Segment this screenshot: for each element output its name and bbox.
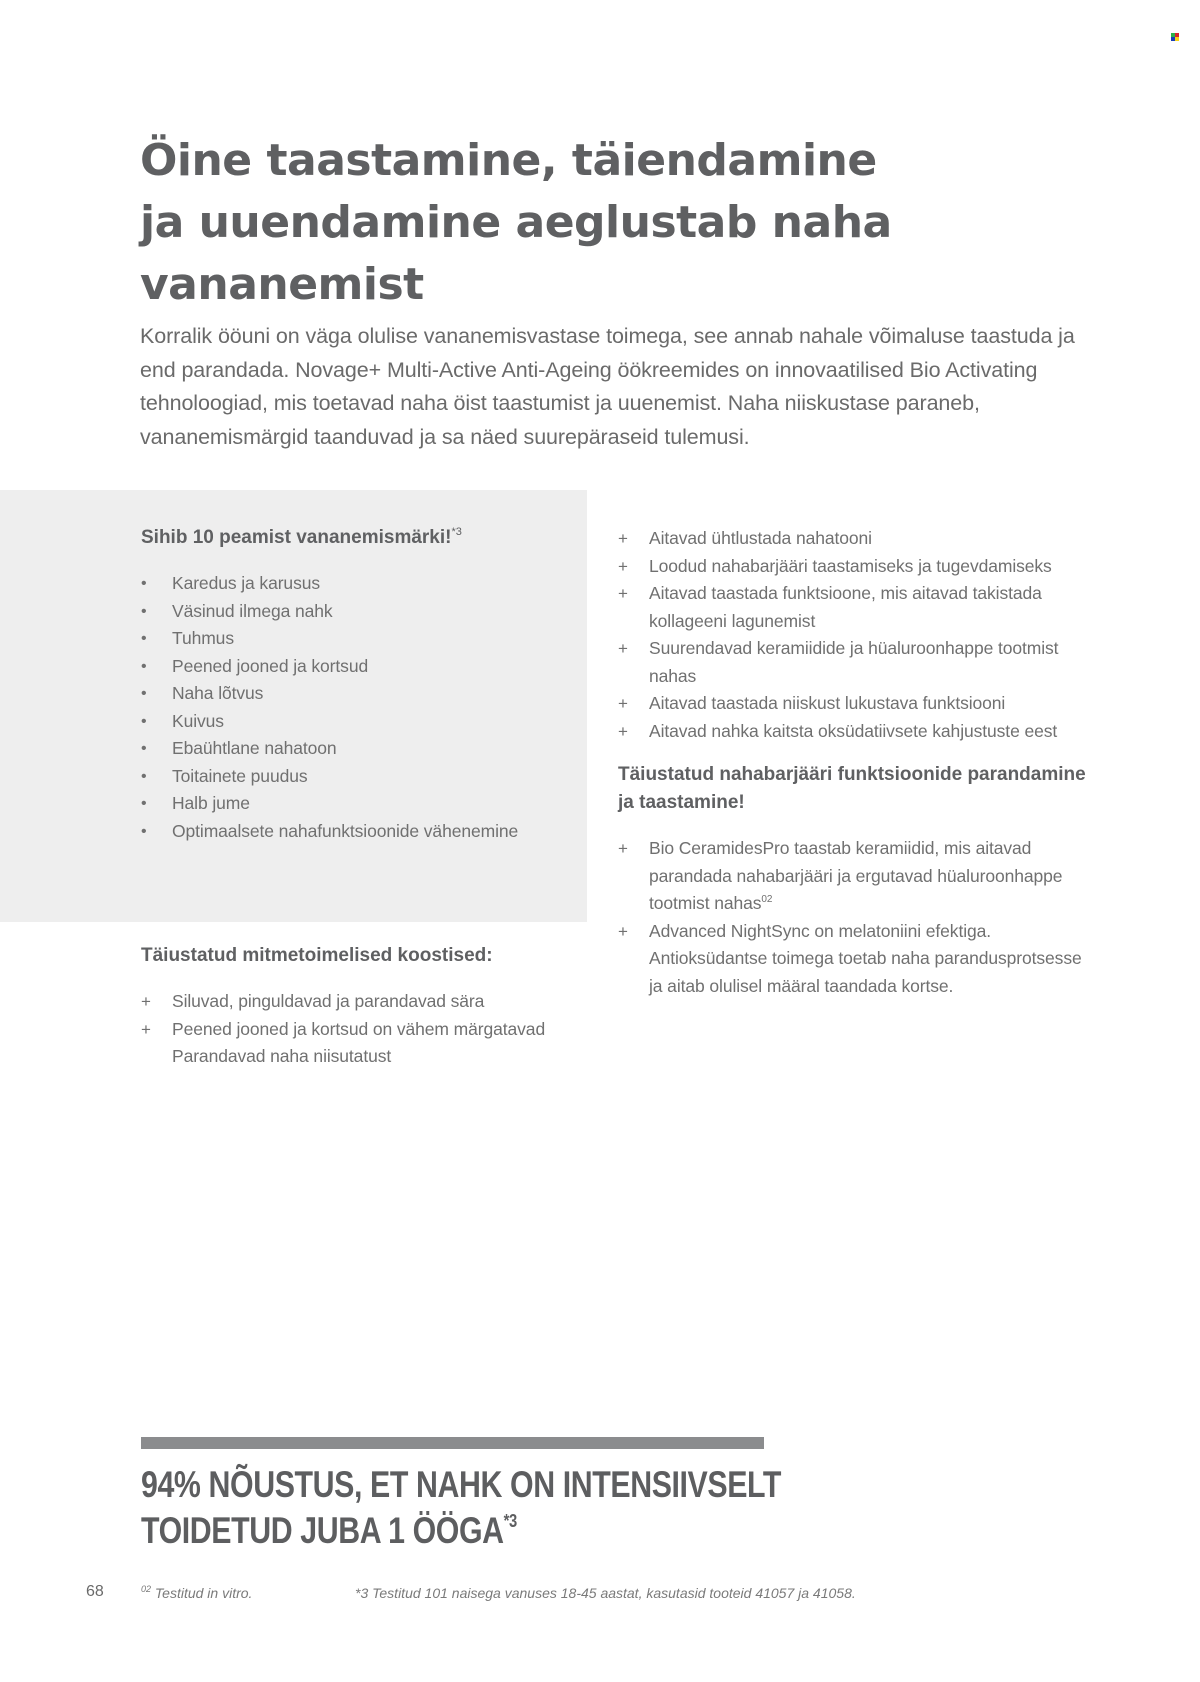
sign-list-item [141, 598, 581, 626]
bullet-icon: • [141, 630, 147, 647]
sign-list-item [141, 570, 581, 598]
list-item-text: Aitavad taastada niiskust lukustava funktsiooni [649, 693, 1006, 713]
list-item-text: Tuhmus [172, 628, 234, 648]
headline-line: ja uuendamine aeglustab naha [140, 197, 892, 248]
list-item-text: Bio CeramidesPro taastab keramiidid, mis aitavad parandada nahabarjääri ja ergutavad hüaluroonhappe tootmist nahas [649, 838, 1063, 913]
logo-yellow-square [1175, 37, 1179, 41]
page-number: 68 [86, 1583, 104, 1600]
list-item-text: Halb jume [172, 793, 250, 813]
list-item-text: Suurendavad keramiidide ja hüaluroonhappe tootmist nahas [649, 638, 1059, 686]
sign-list-item [141, 625, 581, 653]
signs-heading [141, 524, 581, 552]
bullet-icon: • [141, 740, 147, 757]
right-column [618, 525, 1088, 1000]
plus-icon: + [618, 529, 628, 548]
plus-icon: + [618, 839, 628, 858]
benefit-list-item [618, 553, 1088, 581]
sign-list-item [141, 790, 581, 818]
plus-icon: + [618, 639, 628, 658]
signs-section [141, 524, 581, 845]
list-item-text: Karedus ja karusus [172, 573, 321, 593]
list-item-text: Parandavad naha niisutatust [172, 1046, 392, 1066]
sign-list-item [141, 708, 581, 736]
footnote-text: Testitud in vitro. [154, 1585, 253, 1601]
plus-icon: + [141, 992, 151, 1011]
list-item-text: Väsinud ilmega nahk [172, 600, 333, 621]
list-item-text: Toitainete puudus [172, 765, 308, 786]
list-item-text: Aitavad taastada funktsioone, mis aitavad takistada kollageeni lagunemist [649, 583, 1042, 631]
bullet-icon: • [141, 795, 147, 812]
bullet-icon: • [141, 822, 147, 840]
footnote-study: *3 Testitud 101 naisega vanuses 18-45 aastat, kasutasid tooteid 41057 ja 41058. [355, 1585, 856, 1601]
barrier-list-item [618, 918, 1088, 1001]
headline-line: Öine taastamine, täiendamine [140, 135, 877, 186]
claim-footnote-ref: *3 [503, 1511, 517, 1531]
formula-list-item [141, 988, 601, 1016]
claim-divider-bar [141, 1437, 764, 1449]
barrier-list [618, 835, 1088, 1000]
bullet-icon: • [141, 602, 147, 620]
footnote-mark: 02 [141, 1584, 152, 1594]
list-item-text: Kuivus [172, 710, 224, 731]
plus-icon: + [618, 721, 628, 741]
brand-logo-icon [1171, 33, 1179, 41]
bullet-icon: • [141, 685, 147, 702]
formula-list-item [141, 1043, 601, 1071]
list-item-text: Aitavad ühtlustada nahatooni [649, 528, 872, 548]
footnote-ref: 02 [761, 894, 773, 905]
barrier-list-item [618, 835, 1088, 918]
sign-list-item [141, 680, 581, 708]
plus-icon: + [141, 1019, 151, 1039]
list-item-text: Peened jooned ja kortsud [172, 655, 369, 676]
sign-list-item [141, 735, 581, 763]
plus-icon: + [618, 921, 628, 941]
claim-line-1: 94% NÕUSTUS, ET NAHK ON INTENSIIVSELT [141, 1464, 782, 1505]
benefit-list-item [618, 580, 1088, 635]
headline-line: vananemist [140, 259, 424, 310]
list-item-text: Naha lõtvus [172, 683, 264, 703]
plus-icon: + [618, 556, 628, 576]
signs-list [141, 570, 581, 845]
benefit-list-item [618, 690, 1088, 718]
list-item-text: Peened jooned ja kortsud on vähem märgatavad [172, 1018, 546, 1039]
footnote-in-vitro [141, 1585, 252, 1601]
signs-heading-text: Sihib 10 peamist vananemismärki! [141, 527, 452, 548]
formulas-list [141, 988, 601, 1071]
sign-list-item [141, 653, 581, 681]
benefits-list [618, 525, 1088, 745]
claim-statement [141, 1462, 782, 1554]
sign-list-item [141, 763, 581, 791]
page-headline [140, 130, 1040, 316]
bullet-icon: • [141, 575, 147, 592]
formulas-heading: Täiustatud mitmetoimelised koostised: [141, 945, 493, 966]
benefit-list-item [618, 635, 1088, 690]
plus-icon: + [618, 584, 628, 603]
list-item-text: Loodud nahabarjääri taastamiseks ja tugevdamiseks [649, 555, 1052, 576]
benefit-list-item [618, 718, 1088, 746]
list-item-text: Aitavad nahka kaitsta oksüdatiivsete kahjustuste eest [649, 720, 1058, 741]
bullet-icon: • [141, 767, 147, 785]
intro-paragraph: Korralik ööuni on väga olulise vananemisvastase toimega, see annab nahale võimaluse taastuda ja end parandada. Novage+ Multi-Active Anti-Ageing öökreemides on innovaatilised Bio Activating tehnoloogiad, mis toetavad naha öist taastumist ja uuenemist. Naha niiskustase paraneb, vananemismärgid taanduvad ja sa näed suurepäraseid tulemusi. [140, 324, 1075, 449]
barrier-heading: Täiustatud nahabarjääri funktsioonide parandamine ja taastamine! [618, 764, 1086, 813]
formula-list-item [141, 1016, 601, 1044]
bullet-icon: • [141, 712, 147, 730]
signs-heading-footnote-ref: *3 [451, 526, 462, 538]
formulas-section [141, 942, 601, 1071]
list-item-text: Siluvad, pinguldavad ja parandavad sära [172, 991, 485, 1011]
list-item-text: Advanced NightSync on melatoniini efektiga. Antioksüdantse toimega toetab naha parandusprotsesse ja aitab olulisel määral taandada kortse. [649, 920, 1082, 996]
benefit-list-item [618, 525, 1088, 553]
claim-line-2: TOIDETUD JUBA 1 ÖÖGA [141, 1510, 504, 1551]
list-item-text: Optimaalsete nahafunktsioonide vähenemine [172, 820, 519, 841]
bullet-icon: • [141, 657, 147, 675]
sign-list-item [141, 818, 581, 846]
plus-icon: + [618, 694, 628, 713]
list-item-text: Ebaühtlane nahatoon [172, 738, 337, 758]
